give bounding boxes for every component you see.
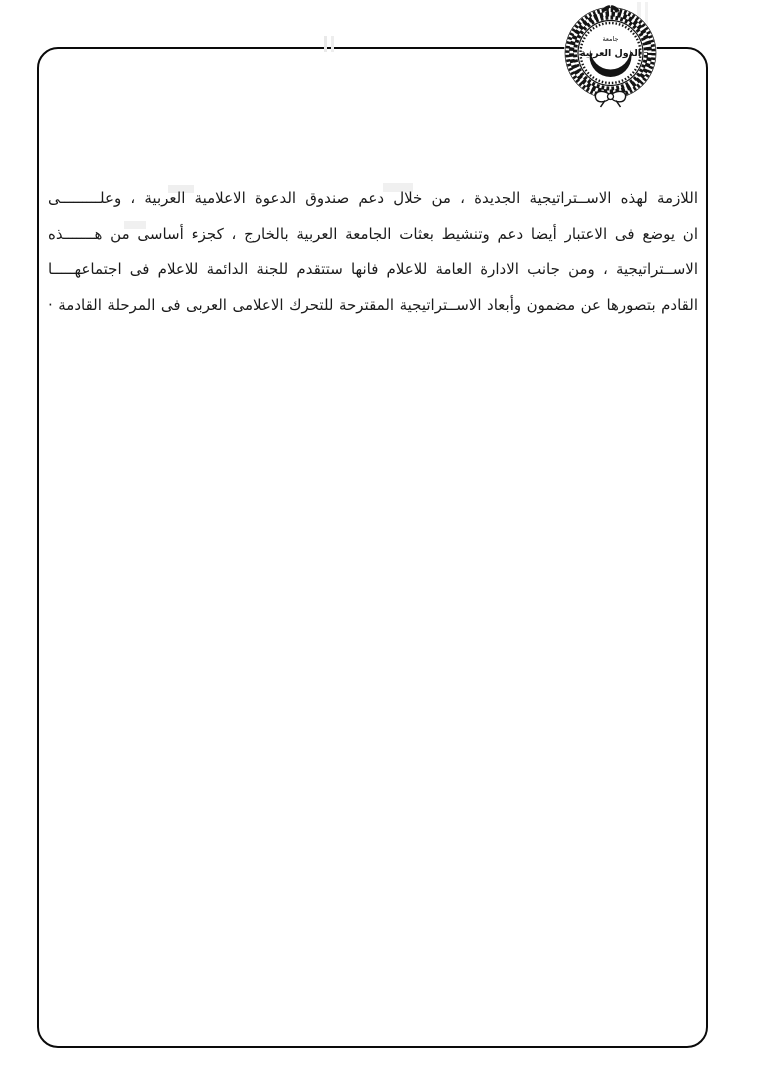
arab-league-emblem xyxy=(562,1,659,109)
arab-league-emblem-graphic xyxy=(562,1,659,109)
body-text-line-3: الاســتراتيجية ، ومن جانب الادارة العامة للاعلام فانها ستتقدم للجنة الدائمة للاعلام فى اجتماعهـــــا xyxy=(48,260,698,278)
body-text-line-2: ان يوضع فى الاعتبار أيضا دعم وتنشيط بعثات الجامعة العربية بالخارج ، كجزء أساسى من هـــــــذه xyxy=(48,224,698,243)
scan-artifact xyxy=(331,36,334,52)
body-text-line-1: اللازمة لهذه الاســتراتيجية الجديدة ، من خلال دعم صندوق الدعوة الاعلامية العربية ، وعلـــــــــى xyxy=(48,189,698,207)
emblem-calligraphy-top: جامعة xyxy=(602,35,619,43)
emblem-calligraphy-main: الدول العربية xyxy=(579,48,642,59)
body-text-line-4: القادم بتصورها عن مضمون وأبعاد الاســتراتيجية المقترحة للتحرك الاعلامى العربى فى المرحلة القادمة · xyxy=(48,295,698,314)
body-text-block xyxy=(48,181,698,323)
scan-artifact xyxy=(324,36,327,52)
